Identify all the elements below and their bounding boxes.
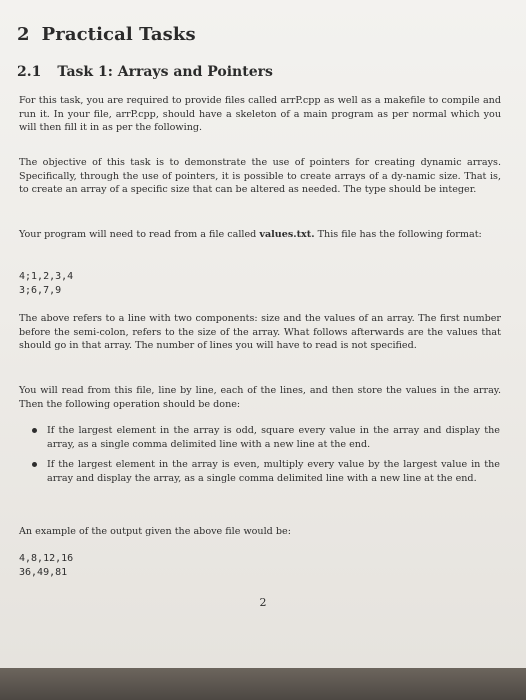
input-example-block bbox=[19, 270, 73, 298]
paragraph-objective: The objective of this task is to demonstrate the use of pointers for creating dynamic arrays. Specifically, through the use of pointers, it is possible to create arrays of a dy-namic size. That is, to create an array of a specific size that can be altered as needed. The type should be integer. bbox=[19, 157, 501, 196]
output-example-block bbox=[19, 552, 73, 580]
output-example-line: 36,49,81 bbox=[19, 567, 68, 578]
paragraph-procedure: You will read from this file, line by line, each of the lines, and then store the values in the array. Then the following operation should be done: bbox=[19, 385, 501, 410]
page-number: 2 bbox=[259, 596, 267, 609]
section-title: Practical Tasks bbox=[41, 24, 196, 45]
input-example-line: 4;1,2,3,4 bbox=[19, 271, 74, 282]
bullet-icon bbox=[32, 428, 37, 433]
filename: values.txt. bbox=[259, 229, 315, 240]
bullet-icon bbox=[32, 462, 37, 467]
subsection-number: 2.1 bbox=[17, 64, 42, 80]
input-example-line: 3;6,7,9 bbox=[19, 285, 62, 296]
rule-text: If the largest element in the array is even, multiply every value by the largest value in the array and display the array, as a single comma delimited line with a new line at the end. bbox=[47, 459, 500, 484]
paragraph-intro: For this task, you are required to provide files called arrP.cpp as well as a makefile to compile and run it. In your file, arrP.cpp, should have a skeleton of a main program as per normal which you will then fill it in as per the following. bbox=[19, 95, 501, 134]
paragraph-read-file bbox=[19, 228, 501, 242]
rule-text: If the largest element in the array is odd, square every value in the array and display the array, as a single comma delimited line with a new line at the end. bbox=[47, 425, 500, 450]
read-file-text-2: This file has the following format: bbox=[317, 229, 482, 240]
section-number: 2 bbox=[17, 24, 30, 45]
output-example-line: 4,8,12,16 bbox=[19, 553, 74, 564]
rule-item-even bbox=[30, 458, 500, 485]
subsection-heading bbox=[17, 64, 273, 80]
paragraph-format-explained: The above refers to a line with two components: size and the values of an array. The first number before the semi-colon, refers to the size of the array. What follows afterwards are the values that should go in that array. The number of lines you will have to read is not specified. bbox=[19, 313, 501, 352]
section-heading bbox=[17, 24, 196, 45]
rules-list bbox=[30, 424, 500, 492]
desk-background bbox=[0, 668, 526, 700]
rule-item-odd bbox=[30, 424, 500, 451]
read-file-text: Your program will need to read from a file called bbox=[19, 229, 257, 240]
paragraph-output-intro: An example of the output given the above file would be: bbox=[19, 526, 291, 537]
subsection-title: Task 1: Arrays and Pointers bbox=[57, 64, 273, 80]
